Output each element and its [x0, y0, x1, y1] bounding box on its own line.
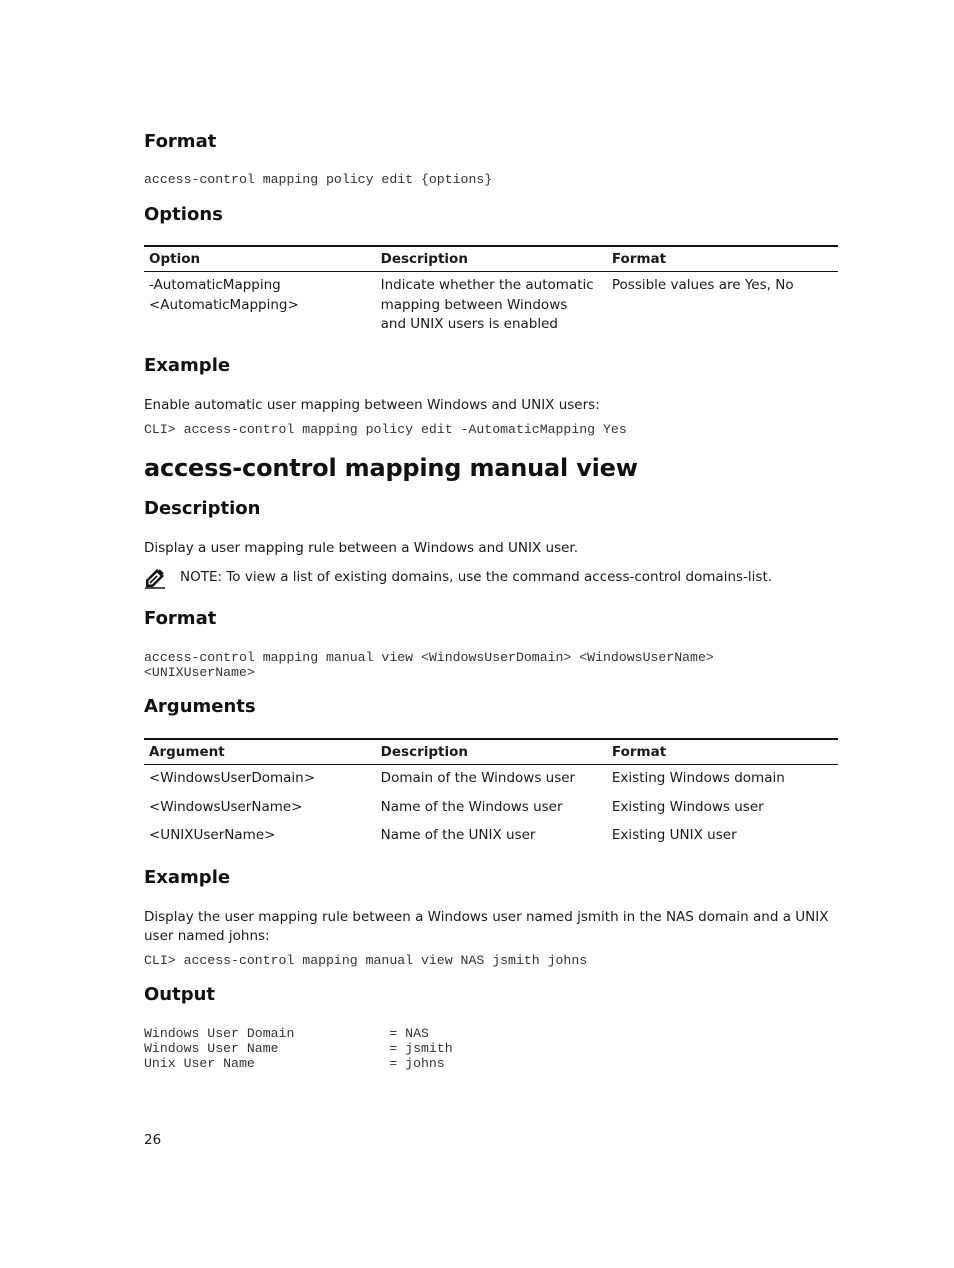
table-header-row [144, 246, 838, 272]
argument-cell: <WindowsUserDomain> [149, 770, 316, 786]
description-heading: Description [144, 498, 261, 519]
output-code: Windows User Domain = NAS Windows User Name = jsmith Unix User Name = johns [144, 1026, 453, 1071]
description-cell: Name of the Windows user [380, 798, 563, 815]
format-cell: Existing UNIX user [611, 827, 737, 843]
options-table [144, 245, 838, 335]
example-heading-2: Example [144, 867, 231, 888]
arguments-table [144, 738, 838, 846]
argument-cell: <WindowsUserName> [149, 798, 303, 815]
description-cell: Name of the UNIX user [380, 827, 536, 843]
description-cell: Domain of the Windows user [380, 770, 576, 786]
option-cell: -AutomaticMapping <AutomaticMapping> [149, 277, 299, 313]
pencil-note-icon [144, 567, 166, 589]
table-row [144, 826, 838, 846]
arguments-heading: Arguments [144, 696, 256, 717]
column-header-option: Option [149, 251, 201, 267]
format-code-2: access-control mapping manual view <WindowsUserDomain> <WindowsUserName> <UNIXUserName> [144, 650, 714, 680]
example-code-2: CLI> access-control mapping manual view NAS jsmith johns [144, 953, 588, 968]
description-cell: Indicate whether the automatic mapping between Windows and UNIX users is enabled [380, 277, 594, 332]
argument-cell: <UNIXUserName> [149, 827, 276, 843]
table-row [144, 765, 838, 798]
table-row [144, 798, 838, 827]
column-header-description: Description [380, 251, 468, 267]
column-header-argument: Argument [149, 744, 225, 760]
table-row [144, 272, 838, 335]
format-heading-2: Format [144, 608, 217, 629]
note-text: To view a list of existing domains, use the command access-control domains-list. [222, 569, 773, 585]
format-code: access-control mapping policy edit {options} [144, 172, 493, 187]
table-header-row [144, 739, 838, 765]
example-code: CLI> access-control mapping policy edit -AutomaticMapping Yes [144, 422, 627, 437]
note-label: NOTE: [180, 569, 223, 585]
description-text: Display a user mapping rule between a Windows and UNIX user. [144, 540, 579, 556]
example-text: Enable automatic user mapping between Windows and UNIX users: [144, 397, 600, 413]
column-header-description: Description [380, 744, 468, 760]
example-text-2: Display the user mapping rule between a Windows user named jsmith in the NAS domain and a UNIX user named johns: [144, 909, 829, 944]
column-header-format: Format [611, 251, 667, 267]
format-cell: Possible values are Yes, No [611, 277, 794, 293]
note-box [144, 568, 838, 589]
format-cell: Existing Windows domain [611, 770, 785, 786]
format-cell: Existing Windows user [611, 798, 764, 815]
column-header-format: Format [611, 744, 667, 760]
example-heading: Example [144, 355, 231, 376]
section-title: access-control mapping manual view [144, 454, 638, 482]
format-heading: Format [144, 131, 217, 152]
page-number: 26 [144, 1132, 162, 1148]
options-heading: Options [144, 204, 223, 225]
output-heading: Output [144, 984, 216, 1005]
